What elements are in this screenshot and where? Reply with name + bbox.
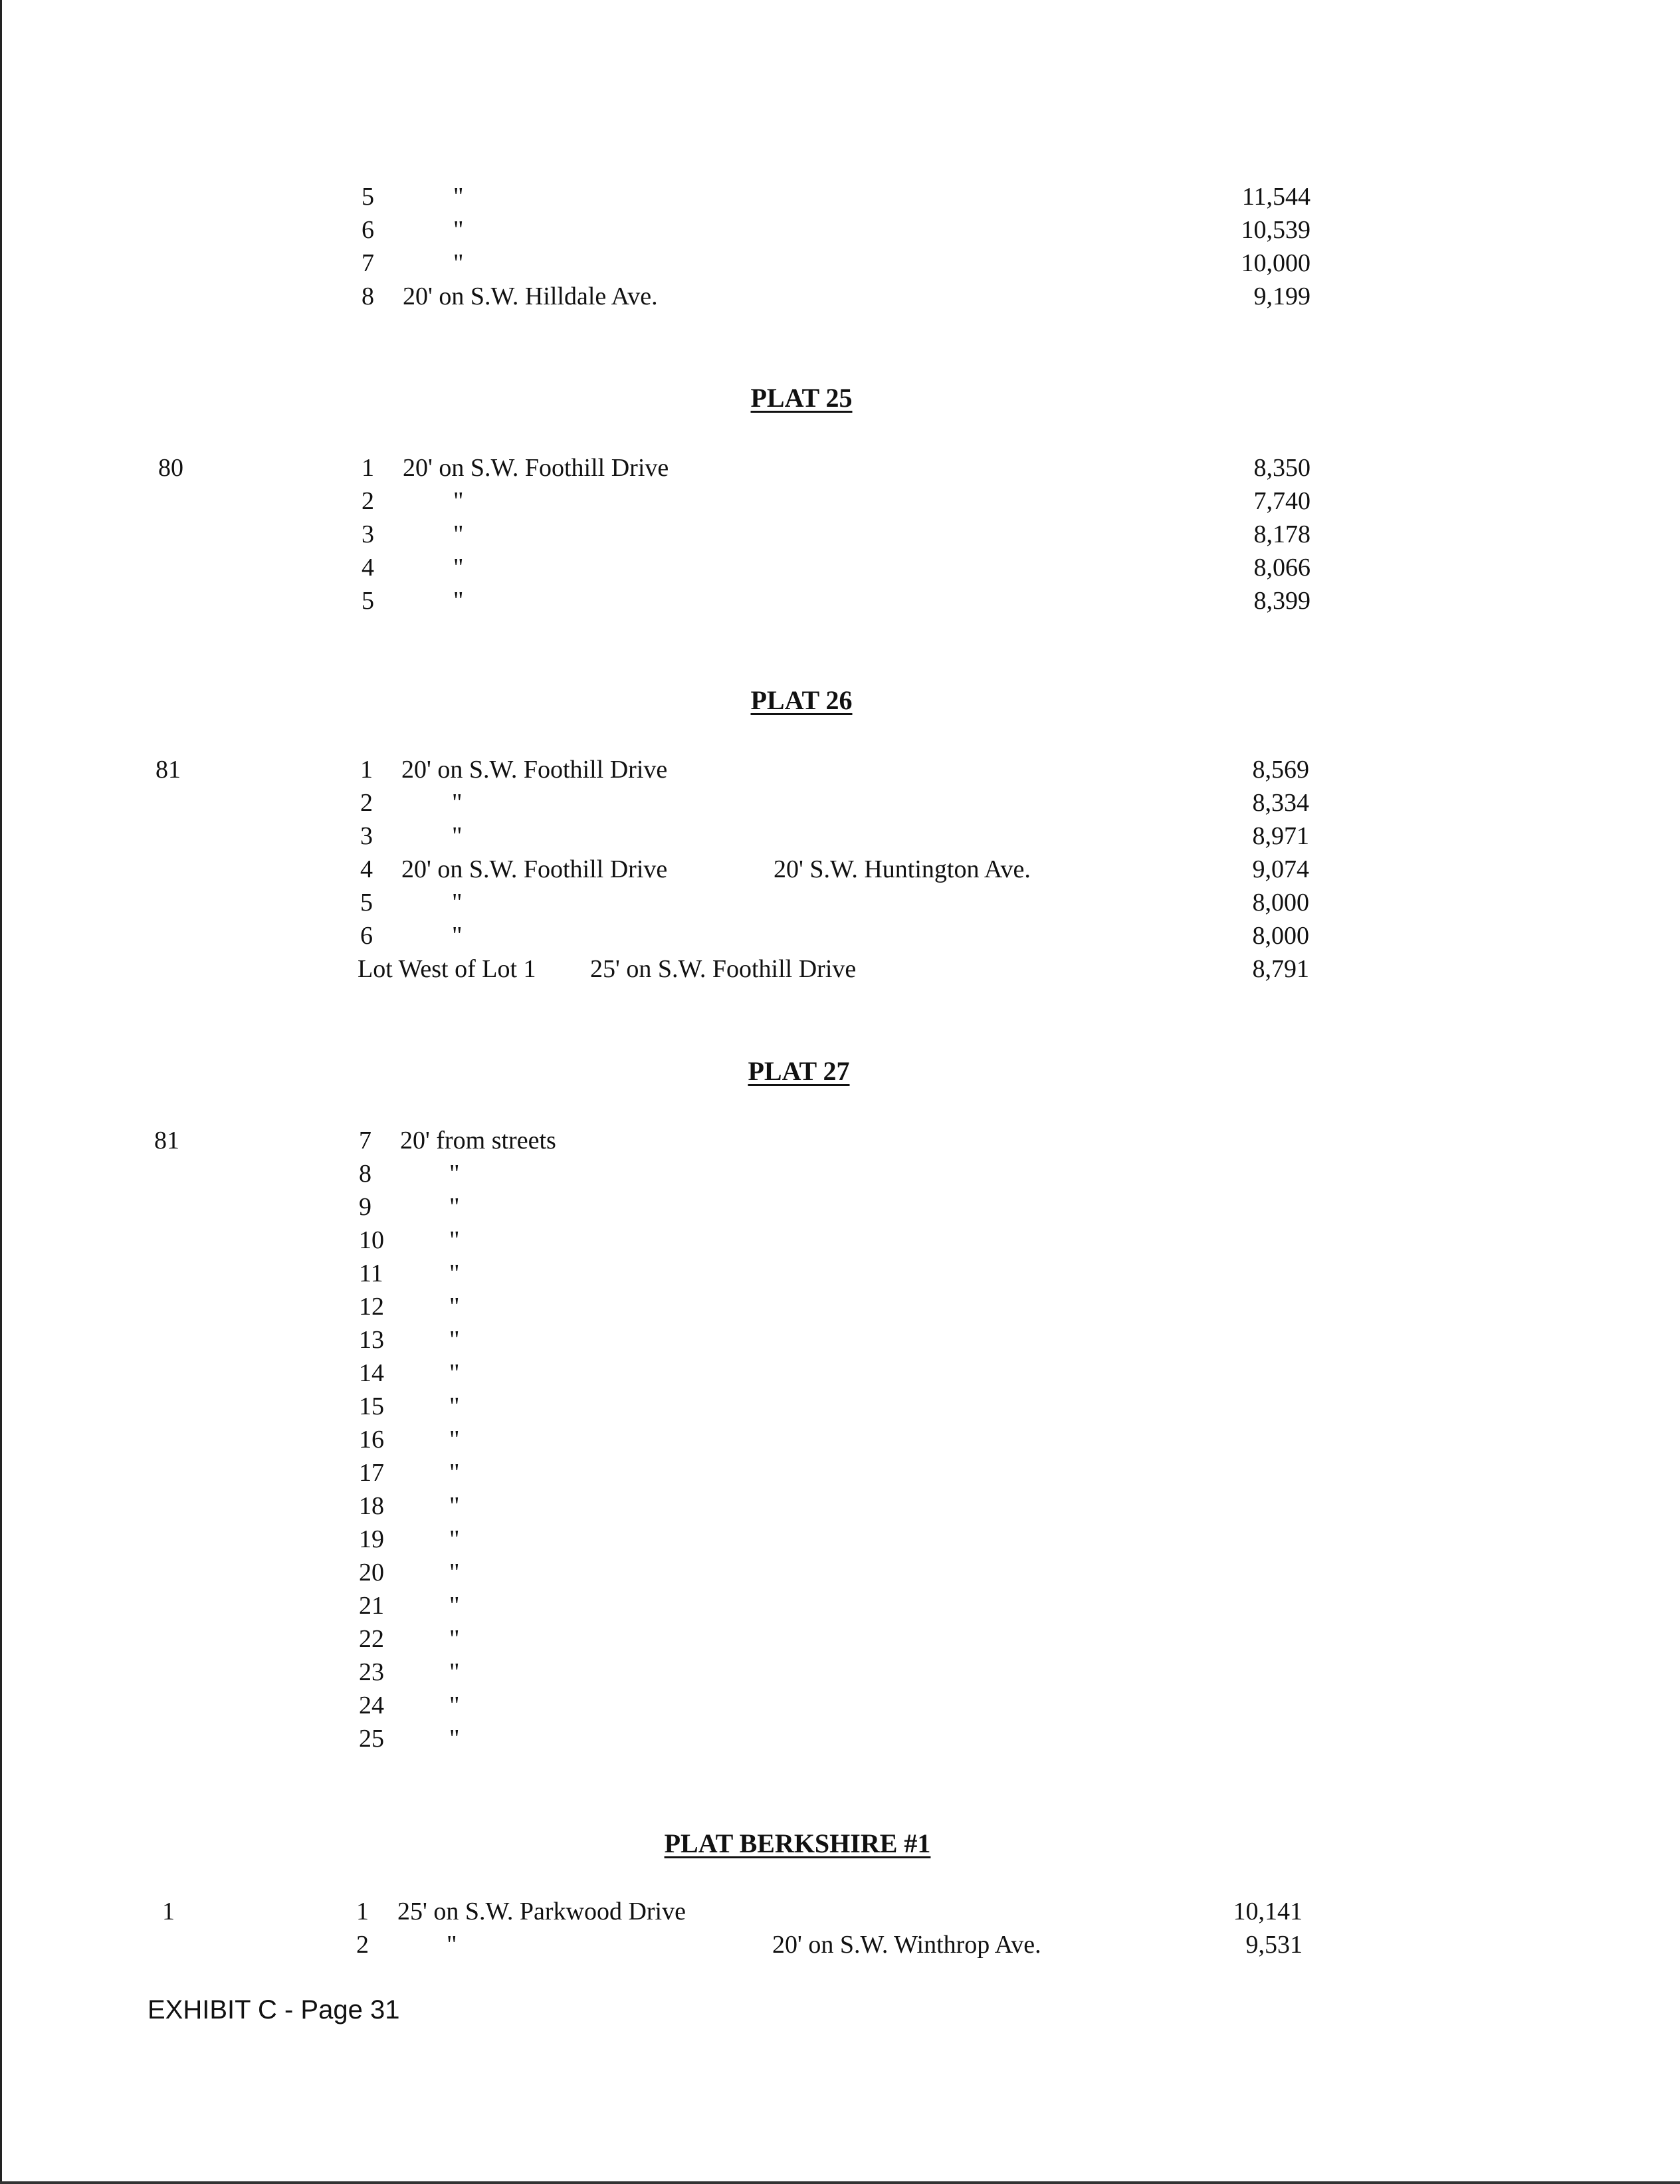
lot-number: 7 <box>359 1127 371 1154</box>
lot-description: 20' on S.W. Hilldale Ave. <box>403 282 658 310</box>
lot-area: 9,531 <box>1245 1931 1303 1959</box>
lot-number: 3 <box>360 822 373 850</box>
lot-area: 8,066 <box>1253 554 1311 582</box>
lot-area: 8,971 <box>1252 822 1309 850</box>
lot-description: 20' on S.W. Foothill Drive <box>401 855 668 883</box>
lot-number: 12 <box>359 1293 384 1321</box>
lot-description: " <box>449 1426 460 1454</box>
lot-description: " <box>453 216 464 244</box>
lot-number: 1 <box>360 756 373 784</box>
lot-area: 8,334 <box>1252 789 1309 817</box>
block-number: 81 <box>156 756 181 784</box>
lot-area: 10,141 <box>1233 1898 1303 1925</box>
lot-number: 24 <box>359 1692 384 1719</box>
lot-description: " <box>447 1931 457 1959</box>
lot-number: 2 <box>362 487 374 515</box>
lot-number: 6 <box>360 922 373 950</box>
lot-description: " <box>449 1559 460 1586</box>
lot-description: 20' from streets <box>400 1127 556 1154</box>
lot-description: " <box>452 822 463 850</box>
lot-number: 9 <box>359 1193 371 1221</box>
block-number: 1 <box>162 1898 175 1925</box>
lot-area: 8,000 <box>1252 889 1309 917</box>
lot-number: Lot West of Lot 1 <box>358 955 536 983</box>
lot-area: 9,199 <box>1253 282 1311 310</box>
lot-number: 1 <box>356 1898 369 1925</box>
lot-description: " <box>449 1359 460 1387</box>
lot-description: " <box>449 1492 460 1520</box>
lot-number: 19 <box>359 1525 384 1553</box>
lot-number: 20 <box>359 1559 384 1586</box>
lot-area: 9,074 <box>1252 855 1309 883</box>
lot-description: " <box>453 587 464 615</box>
lot-description: " <box>449 1326 460 1354</box>
lot-description: " <box>449 1293 460 1321</box>
lot-number: 18 <box>359 1492 384 1520</box>
lot-description: " <box>449 1525 460 1553</box>
lot-number: 23 <box>359 1658 384 1686</box>
lot-number: 2 <box>360 789 373 817</box>
lot-number: 11 <box>359 1259 383 1287</box>
lot-description: " <box>449 1259 460 1287</box>
lot-description: " <box>449 1193 460 1221</box>
lot-secondary-description: 20' S.W. Huntington Ave. <box>774 855 1031 883</box>
lot-description: " <box>449 1160 460 1188</box>
lot-description: " <box>452 889 463 917</box>
lot-description: " <box>453 249 464 277</box>
lot-description: " <box>452 922 463 950</box>
lot-description: 20' on S.W. Foothill Drive <box>401 756 668 784</box>
lot-description: " <box>453 520 464 548</box>
lot-number: 7 <box>362 249 374 277</box>
lot-area: 10,539 <box>1241 216 1311 244</box>
lot-number: 4 <box>362 554 374 582</box>
lot-number: 15 <box>359 1392 384 1420</box>
lot-description: 25' on S.W. Parkwood Drive <box>397 1898 686 1925</box>
lot-description: " <box>449 1692 460 1719</box>
lot-description: " <box>453 183 464 211</box>
lot-number: 22 <box>359 1625 384 1653</box>
lot-area: 8,178 <box>1253 520 1311 548</box>
lot-number: 10 <box>359 1226 384 1254</box>
lot-description: " <box>449 1658 460 1686</box>
lot-description: " <box>453 487 464 515</box>
block-number: 81 <box>154 1127 179 1154</box>
lot-description: " <box>449 1592 460 1620</box>
lot-description: 20' on S.W. Foothill Drive <box>403 454 669 482</box>
lot-description: " <box>452 789 463 817</box>
lot-number: 21 <box>359 1592 384 1620</box>
lot-number: 2 <box>356 1931 369 1959</box>
lot-description: " <box>449 1725 460 1753</box>
lot-number: 14 <box>359 1359 384 1387</box>
lot-number: 16 <box>359 1426 384 1454</box>
plat-heading: PLAT 27 <box>748 1056 850 1086</box>
lot-number: 8 <box>359 1160 371 1188</box>
lot-description: " <box>453 554 464 582</box>
block-number: 80 <box>158 454 183 482</box>
plat-heading: PLAT 25 <box>750 383 853 413</box>
lot-number: 25 <box>359 1725 384 1753</box>
lot-number: 8 <box>362 282 374 310</box>
page-footer: EXHIBIT C - Page 31 <box>148 1995 400 2024</box>
lot-number: 5 <box>362 587 374 615</box>
lot-area: 8,791 <box>1252 955 1309 983</box>
lot-number: 13 <box>359 1326 384 1354</box>
lot-description: " <box>449 1392 460 1420</box>
lot-area: 8,399 <box>1253 587 1311 615</box>
plat-heading: PLAT BERKSHIRE #1 <box>664 1828 931 1858</box>
lot-area: 8,569 <box>1252 756 1309 784</box>
lot-description: " <box>449 1459 460 1487</box>
lot-number: 1 <box>362 454 374 482</box>
page-bottom-edge <box>0 2181 1680 2184</box>
lot-number: 5 <box>362 183 374 211</box>
lot-area: 7,740 <box>1253 487 1311 515</box>
lot-number: 17 <box>359 1459 384 1487</box>
lot-area: 8,000 <box>1252 922 1309 950</box>
plat-heading: PLAT 26 <box>750 685 853 715</box>
lot-description: 25' on S.W. Foothill Drive <box>590 955 857 983</box>
lot-secondary-description: 20' on S.W. Winthrop Ave. <box>772 1931 1041 1959</box>
lot-description: " <box>449 1625 460 1653</box>
lot-number: 6 <box>362 216 374 244</box>
lot-area: 8,350 <box>1253 454 1311 482</box>
lot-number: 3 <box>362 520 374 548</box>
lot-description: " <box>449 1226 460 1254</box>
page-left-edge <box>0 0 2 2184</box>
lot-area: 11,544 <box>1241 183 1311 211</box>
lot-number: 4 <box>360 855 373 883</box>
lot-area: 10,000 <box>1241 249 1311 277</box>
lot-number: 5 <box>360 889 373 917</box>
